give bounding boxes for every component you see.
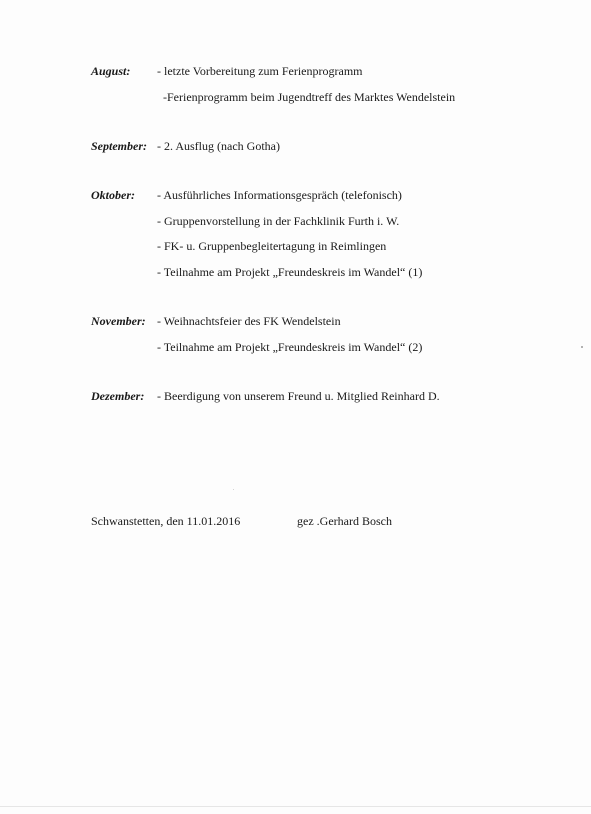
list-item: - Gruppenvorstellung in der Fachklinik Furth i. W. xyxy=(157,214,400,228)
list-item: - Weihnachtsfeier des FK Wendelstein xyxy=(157,314,341,328)
month-label-august: August: xyxy=(91,64,131,78)
list-item: - Beerdigung von unserem Freund u. Mitglied Reinhard D. xyxy=(157,389,440,403)
list-item: - Teilnahme am Projekt „Freundeskreis im Wandel“ (1) xyxy=(157,265,423,279)
place-and-date: Schwanstetten, den 11.01.2016 xyxy=(91,514,241,528)
scan-speck xyxy=(581,346,583,348)
list-item: - FK- u. Gruppenbegleitertagung in Reimlingen xyxy=(157,239,387,253)
month-label-dezember: Dezember: xyxy=(91,389,145,403)
month-label-september: September: xyxy=(91,139,147,153)
signature: gez .Gerhard Bosch xyxy=(297,514,392,528)
list-item: - Ausführliches Informationsgespräch (telefonisch) xyxy=(157,188,402,202)
list-item: -Ferienprogramm beim Jugendtreff des Marktes Wendelstein xyxy=(163,90,456,104)
month-label-november: November: xyxy=(91,314,146,328)
list-item: - 2. Ausflug (nach Gotha) xyxy=(157,139,280,153)
list-item: - Teilnahme am Projekt „Freundeskreis im Wandel“ (2) xyxy=(157,340,423,354)
month-label-oktober: Oktober: xyxy=(91,188,135,202)
list-item: - letzte Vorbereitung zum Ferienprogramm xyxy=(157,64,363,78)
scan-speck xyxy=(233,489,234,490)
scan-edge-line xyxy=(0,806,591,807)
